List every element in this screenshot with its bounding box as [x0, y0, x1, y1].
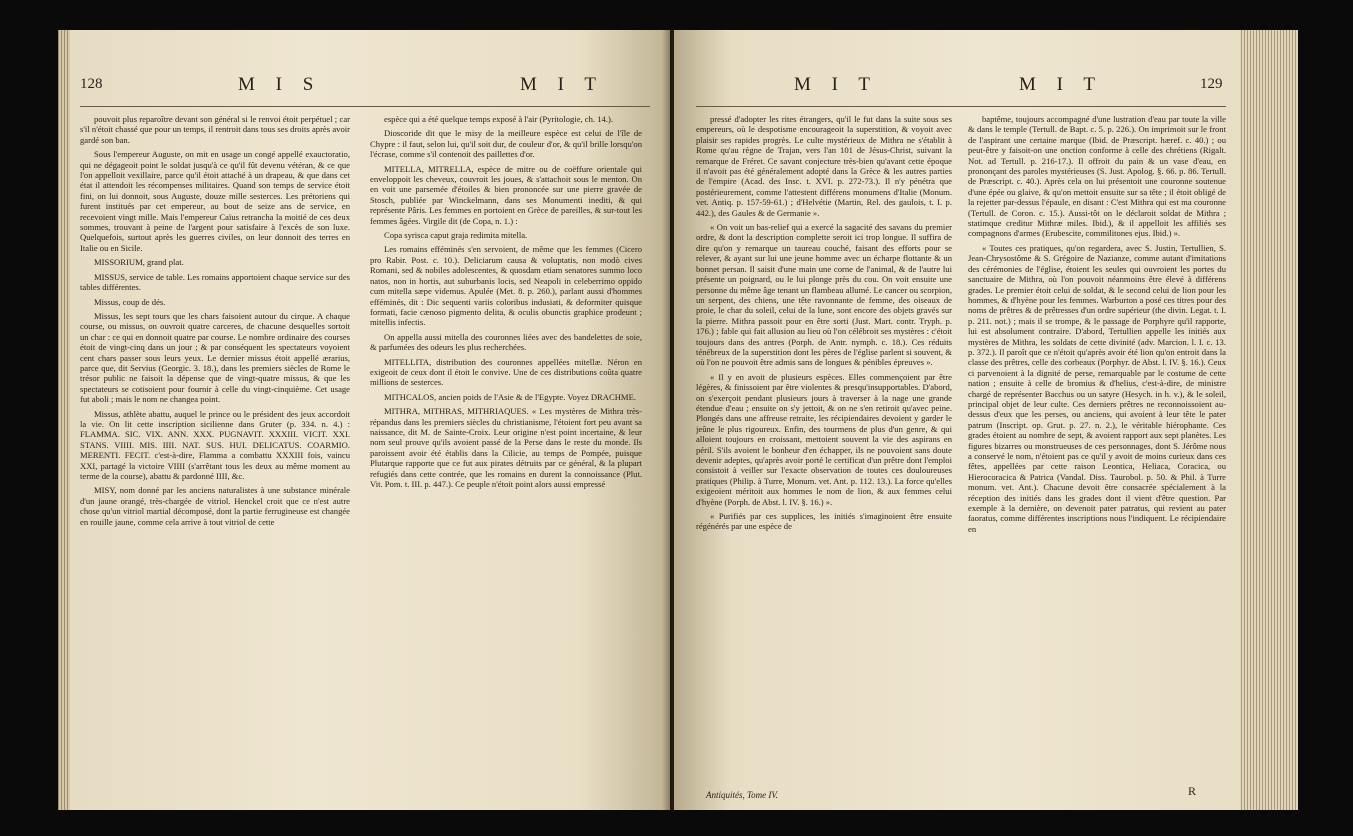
paragraph: MITELLA, MITRELLA, espèce de mitre ou de coëffure orientale qui enveloppoit les cheveux, couvroit les joues, & s'attachoit sous le menton. On en voit une parsemée d'étoiles & bien prononcée sur une pierre gravée de Stosch, publiée par Winckelmann, dans ses Monumenti inediti, & qui représente Pâris. Les femmes en portoient en Grèce de pareilles, & sur-tout les femmes âgées. Virgile dit (de Copa, n. 1.) :: [370, 163, 642, 226]
right-column-2: [968, 114, 1226, 804]
paragraph: « Il y en avoit de plusieurs espèces. Elles commençoient par être légères, & finissoient par être violentes & presqu'insupportables. D'abord, on s'exerçoit pendant plusieurs jours à traverser à la nage une grande étendue d'eau ; ensuite on s'y jettoit, & on ne s'en retiroit qu'avec peine. Plongés dans une affreuse retraite, les récipiendaires devoient y garder le jeûne le plus rigoureux. Enfin, des tourmens de plus d'un genre, & qui alloient toujours en croissant, mettoient souvent la vie des aspirans en péril. S'ils avoient le bonheur d'en échapper, ils ne pouvoient sans doute devenir adeptes, qu'après avoir porté le certificat d'un prêtre dont l'emploi consistoit à veiller sur l'exacte observation de toutes ces douloureuses pratiques (Philip. à Turre, Monum. vet. Ant. p. 112. 13.). La force qu'elles exigeoient méritoit aux hommes le nom de lion, & aux femmes celui d'hyène (Porph. de Abst. l. IV. §. 16.) ».: [696, 371, 952, 507]
right-page: [674, 30, 1240, 810]
right-column-1: [696, 114, 952, 784]
paragraph: MISY, nom donné par les anciens naturalistes à une substance minérale d'un jaune orangé, très-chargée de vitriol. Henckel croit que ce n'est autre chose qu'un vitriol martial décomposé, dont la partie ferrugineuse est changée en rouille jaune, comme cela arrive à tout vitriol de cette: [80, 485, 350, 527]
paragraph: Missus, athlète abattu, auquel le prince ou le président des jeux accordoit la vie. On lit cette inscription sicilienne dans Gruter (p. 334. n. 4.) : FLAMMA. SIC. VIX. ANN. XXX. PUGNAVIT. XXXIII. VICIT. XXI. STANS. VIIII. MIS. IIII. NAT. SUS. HUI. DELICATUS. COARMIO. MERENTI. FECIT. c'est-à-dire, Flamma a combattu XXXIII fois, vaincu XXI, partagé la victoire VIIII (s'arrêtant tous les deux au même moment au terme de la course), abattu & pardonné IIII, &c.: [80, 408, 350, 481]
left-column-1: [80, 114, 350, 804]
paragraph: MITELLITA, distribution des couronnes appellées mitellæ. Néron en exigeoit de ceux dont il étoit le convive. Une de ces distributions coûta quatre millions de sesterces.: [370, 356, 642, 388]
left-column-2: [370, 114, 642, 804]
right-page-edges: [1238, 30, 1298, 810]
header-rule: [696, 106, 1226, 107]
paragraph: MISSORIUM, grand plat.: [94, 257, 184, 268]
paragraph: « Toutes ces pratiques, qu'on regardera, avec S. Justin, Tertullien, S. Jean-Chrysostôme & S. Grégoire de Nazianze, comme autant d'imitations des cérémonies de l'église, étoient les seules qui ouvroient les portes du sanctuaire de Mithra, où l'on pouvoit néanmoins être élevé à différens grades. Le premier étoit celui de soldat, & le second celui de lion pour les hommes, & d'hyène pour les femmes. Warburton a posé ces titres pour des noms de prêtres & de prêtresses d'un ordre supérieur (the divin. Legat. t. I. p. 211. not.) ; mais il se trompe, & le passage de Porphyre qu'il rapporte, lui est absolument contraire. D'abord, Tertullien appelle les initiés aux mystères de Mithra, les soldats de cette divinité (adv. Marcion. l. I. c. 13. p. 372.). Il paroît que ce n'étoit qu'après avoir été lion qu'on entroit dans la classe des prêtres, celle des corbeaux (Porphyr. de Abst. l. IV. §. 16.). Ceux ci parvenoient à la dignité de perse, remarquable par le costume de cette nation ; ensuite à celle de bromius & d'helius, c'est-à-dire, de ministre chargé de représenter Bacchus ou un satyre (Hesych. in h. v.), & le soleil, principal objet de leur culte. Ces derniers prêtres ne reconnoissoient au-dessus d'eux que les perses, ou anciens, qui avoient à leur tête le pater patrum (Inscript. op. Grut. p. 27. n. 2.), le véritable hiérophante. Ces grades étoient au nombre de sept, & avoient rapport aux sept planètes. Les figures bizarres ou monstrueuses de ces personnages, dont S. Jérôme nous a conservé le nom, n'étoient pas ce qu'il y avoit de moins curieux dans ces fêtes, appellées par cette raison Leontica, Heliaca, Coracica, ou Hierocoracica & Patrica (Vandal. Diss. Taurobol. p. 50. & Phil. à Turre monum. vet. Ant.). Chacune devoit être consacrée spécialement à la réception des initiés dans les grades dont il vient d'être question. Par exemple à la dernière, on devenoit pater patratus, qui revient au pater faoratus, comme différentes inscriptions nous l'indiquent. Le récipiendaire en: [968, 242, 1226, 534]
paragraph: Les romains efféminés s'en servoient, de même que les femmes (Cicero pro Rabir. Post. c. 10.). Deliciarum causa & voluptatis, non modò cives Romani, sed & nobiles adolescentes, & quosdam etiam senatores summo loco natos, non in hortis, aut suburbanis locis, sed Neapoli in celeberrimo oppido cum mitella sæpe videmus. Apulée (Met. 8. p. 260.), parlant aussi d'hommes efféminés, dit : Dic sequenti variis coloribus indusiati, & deformiter quisque formati, facie cænoso pigmento delita, & oculis obunctis graphice prodeunt ; mitellis infectis.: [370, 244, 642, 328]
paragraph: MITHCALOS, ancien poids de l'Asie & de l'Egypte. Voyez DRACHME.: [384, 391, 636, 402]
paragraph: espèce qui a été quelque temps exposé à l'air (Pyritologie, ch. 14.).: [384, 114, 613, 124]
left-page: [70, 30, 670, 810]
paragraph: Missus, coup de dés.: [94, 296, 166, 307]
paragraph: Copa syrisca caput graja redimita mitella.: [384, 230, 528, 241]
paragraph: Dioscoride dit que le misy de la meilleure espèce est celui de l'île de Chypre : il faut, selon lui, qu'il soit dur, de couleur d'or, & qu'il brille lorsqu'on l'écrase, comme s'il contenoit des paillettes d'or.: [370, 128, 642, 160]
header-rule: [80, 106, 650, 107]
left-page-number: 128: [80, 76, 103, 92]
paragraph: Sous l'empereur Auguste, on mit en usage un congé appellé exauctoratio, qui ne dégageoit point le soldat jusqu'à ce qu'il fût devenu vétéran, & ce que l'on appelloit vexillaire, parce qu'il étoit attaché à un drapeau, & que dans cet état il attendoit les récompenses militaires. Quand son temps de service étoit fini, on lui donnoit, sous Auguste, douze mille sesterces. Les prétoriens qui furent institués par cet empereur, au bout de seize ans de service, en recevoient vingt mille. Mais l'empereur Caïus retrancha la moitié de ces deux sommes, trouvant à peine de l'argent pour satisfaire à l'excès de son luxe. Quelquefois, surtout après les guerres civiles, on leur donnoit des terres en Italie ou en Sicile.: [80, 149, 350, 253]
right-running-head-left: M I T: [794, 74, 878, 95]
paragraph: « Purifiés par ces supplices, les initiés s'imaginoient être ensuite régénérés par une espèce de: [696, 511, 952, 532]
paragraph: pressé d'adopter les rites étrangers, qu'il le fut dans la suite sous ses empereurs, où le despotisme encourageoit la superstition, & voyoit avec plaisir ses rapides progrès. Le culte mystérieux de Mithra ne s'établit à Rome qu'au règne de Trajan, vers l'an 101 de Jésus-Christ, suivant la remarque de Fréret. Ce savant conjecture très-bien qu'avant cette époque il n'avoit pas été généralement adopté dans la Grèce & les autres parties de l'empire (Acad. des Insc. t. XVI. p. 272-73.). Il n'y pénétra que postérieurement, comme l'attestent différens monumens d'Italie (Monum. vet. Antiq. p. 157-59-61.) ; d'Helvétie (Martin, Rel. des gaulois, t. I. p. 442.), des Gaules & de Germanie ».: [696, 114, 952, 218]
paragraph: Missus, les sept tours que les chars faisoient autour du cirque. A chaque course, ou missus, on ouvroit quatre carceres, de chacune desquelles sortoit un char : ce qui en donnoit quatre par course. Le nombre ordinaire des courses étoit de vingt-cinq dans un jour ; & par conséquent les spectateurs voyoient cent chars passer sous leurs yeux. Le dernier missus étoit appellé ærarius, parce que, dit Servius (Georgic. 3. 18.), dans les premiers siècles de Rome le trésor public ne faisoit la dépense que de vingt-quatre missus, & que les spectateurs se cotisoient pour fournir à celle du vingt-cinquième. Cet usage fut aboli ; mais le nom ne changea point.: [80, 310, 350, 405]
right-page-number: 129: [1200, 76, 1223, 92]
footer-volume: Antiquités, Tome IV.: [706, 790, 779, 800]
paragraph: On appella aussi mitella des couronnes liées avec des bandelettes de soie, & parfumées des odeurs les plus recherchées.: [370, 331, 642, 353]
left-running-head-left: M I S: [238, 74, 322, 95]
paragraph: MITHRA, MITHRAS, MITHRIAQUES. « Les mystères de Mithra très-répandus dans les premiers siècles du christianisme, l'étoient fort peu avant sa naissance, dit M. de Sainte-Croix. Leur origine n'est point incertaine, & leur nom seul prouve qu'ils avoient passé de la Perse dans le reste du monde. Ils paroissent avoir été établis dans la Cilicie, au temps de Pompée, puisque Plutarque rapporte que ce fut aux pirates détruits par ce général, & la plupart refugiés dans cette contrée, que les romains en durent la connoissance (Plut. Vit. Pom. t. III. p. 447.). Ce peuple n'étoit point alors aussi empressé: [370, 406, 642, 489]
right-running-head-right: M I T: [1019, 74, 1103, 95]
paragraph: « On voit un bas-relief qui a exercé la sagacité des savans du premier ordre, & dont la description complette seroit ici trop longue. Il suffira de dire qu'on y remarque un taureau couché, faisant des efforts pour se relever, & ayant sur lui une jeune homme avec un écharpe flottante & un bonnet persan. Il saisit d'une main une corne de l'animal, & de l'autre lui présente un poignard, ou le lui plonge près du cou. On voit ensuite une personne du même âge tenant un flambeau allumé. Le cancer ou scorpion, un serpent, des chiens, une tête ravonnante de femme, des oiseaux de proie, le char du soleil, celui de la lune, sont encore des objets gravés sur la pierre. Mithra passoit pour en être sorti (Just. Mart. contr. Tryph. p. 176.) ; fable qui fait allusion au lieu où l'on célébroit ses mystères : c'étoit toujours dans des antres (Porph. de Antr. nymph. c. 18.). Ces réduits ténébreux de la superstition dont les pères de l'église parlent si souvent, & où l'on ne pouvoit être admis sans de longues & pénibles épreuves ».: [696, 222, 952, 368]
left-running-head-right: M I T: [520, 74, 604, 95]
paragraph: pouvoit plus reparoître devant son général si le renvoi étoit perpétuel ; car s'il n'étoit chassé que pour un temps, il rentroit dans tous ses droits après avoir gardé son ban.: [80, 114, 350, 145]
signature-mark: R: [1188, 784, 1197, 798]
paragraph: baptême, toujours accompagné d'une lustration d'eau par toute la ville & dans le temple (Tertull. de Bapt. c. 5. p. 226.). On imprimoit sur le front de l'aspirant une certaine marque (Ibid. de Præscript. hæref. c. 40.) ; ou peut-être y faisoit-on une onction conforme à celle des chrétiens (Rigalt. Not. ad Tertull. p. 216-17.). Il offroit du pain & un vase d'eau, en prononçant des paroles mystérieuses (S. Just. Apolog. §. 66. p. 86. Tertull. de Præscript. c. 40.). Après cela on lui présentoit une couronne soutenue d'une épée ou glaive, & qu'on mettoit ensuite sur sa tête ; il étoit obligé de la rejetter par-dessus l'épaule, en disant : C'est Mithra qui est ma couronne (Tertull. de Coron. c. 15.). Aussi-tôt on le déclaroit soldat de Mithra ; statimque creditur Mithræ miles. Ibid.), & il appelloit les affiliés ses compagnons d'armes (Erubescite, commilitones ejus. Ibid.) ».: [968, 114, 1226, 239]
paragraph: MISSUS, service de table. Les romains apportoient chaque service sur des tables différentes.: [80, 271, 350, 293]
